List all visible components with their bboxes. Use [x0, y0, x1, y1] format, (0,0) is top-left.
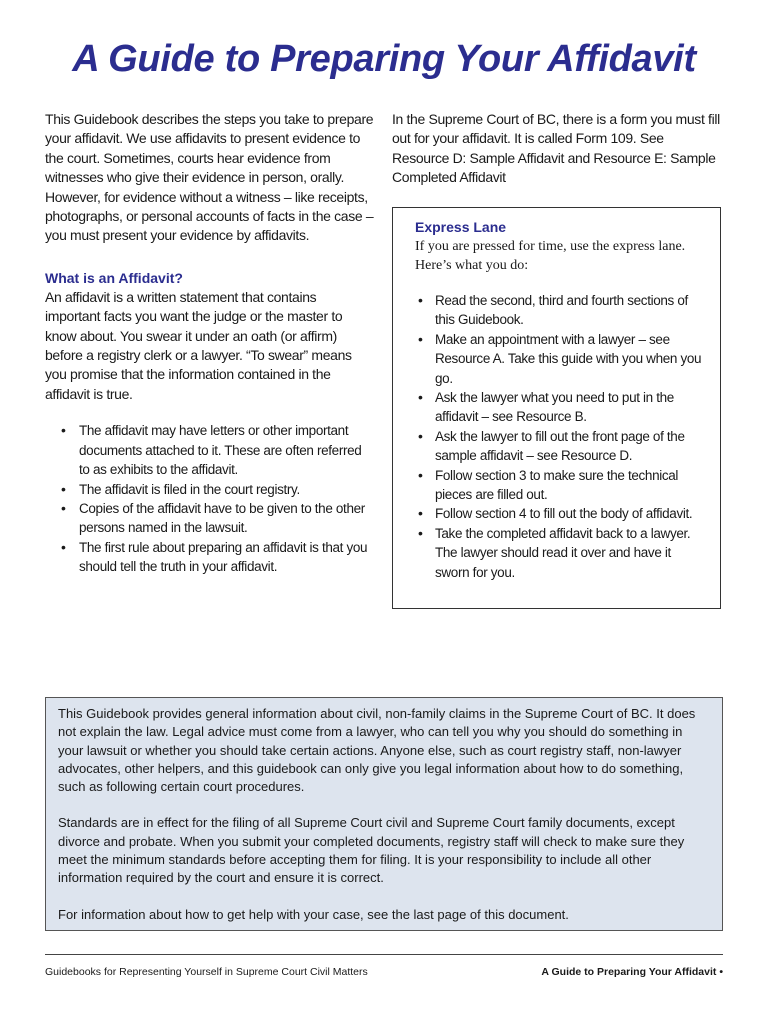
list-item: • Read the second, third and fourth sections of this Guidebook.	[418, 292, 688, 328]
list-item: • Copies of the affidavit have to be given to the other persons named in the lawsuit.	[61, 499, 365, 536]
express-lane-intro: If you are pressed for time, use the express lane. Here’s what you do:	[415, 239, 686, 273]
list-item: • Make an appointment with a lawyer – see Resource A. Take this guide with you when you go.	[418, 330, 702, 386]
bullet-icon: •	[418, 505, 423, 522]
bullet-icon: •	[418, 524, 423, 541]
list-item: • The affidavit is filed in the court registry.	[45, 480, 375, 499]
disclaimer-box	[45, 697, 723, 931]
express-lane-title: Express Lane	[415, 219, 507, 235]
footer-divider	[45, 954, 723, 955]
bullet-icon: •	[61, 538, 66, 555]
page-title: A Guide to Preparing Your Affidavit	[72, 38, 696, 80]
footer-guide-title: A Guide to Preparing Your Affidavit •	[541, 966, 723, 978]
bullet-icon: •	[61, 422, 66, 439]
list-item: • Ask the lawyer what you need to put in the affidavit – see Resource B.	[418, 389, 674, 425]
form-109-paragraph: In the Supreme Court of BC, there is a form you must fill out for your affidavit. It is called Form 109. See Resource D: Sample Affidavit and Resource E: Sample Completed Affidavit	[392, 111, 720, 186]
what-is-affidavit-heading: What is an Affidavit?	[45, 269, 183, 286]
right-column	[392, 110, 724, 188]
list-item: • Take the completed affidavit back to a lawyer. The lawyer should read it over and have it sworn for you.	[418, 524, 691, 580]
express-lane-box	[392, 207, 721, 609]
intro-paragraph: This Guidebook describes the steps you take to prepare your affidavit. We use affidavits to present evidence to the court. Sometimes, courts hear evidence from witnesses who give their evidence in person, orally. However, for evidence without a witness – like receipts, photographs, or personal accounts of facts in the case – you must present your evidence by affidavits.	[45, 111, 374, 244]
left-column	[45, 110, 375, 577]
list-item: • The first rule about preparing an affidavit is that you should tell the truth in your affidavit.	[61, 538, 368, 575]
list-item: • Ask the lawyer to fill out the front page of the sample affidavit – see Resource D.	[418, 427, 685, 464]
bullet-icon: •	[418, 466, 423, 483]
bullet-icon: •	[418, 330, 423, 347]
what-is-affidavit-text: An affidavit is a written statement that contains important facts you want the judge or the master to know about. You swear it under an oath (or affirm) before a registry clerk or a lawyer. “To swear” means you promise that the information contained in the affidavit is true.	[45, 288, 352, 402]
bullet-icon: •	[418, 427, 423, 444]
footer-series-title: Guidebooks for Representing Yourself in Supreme Court Civil Matters	[45, 966, 368, 978]
bullet-icon: •	[418, 292, 423, 308]
standards-paragraph: Standards are in effect for the filing of all Supreme Court civil and Supreme Court family documents, except divorce and probate. When you submit your completed documents, registry staff will check to make sure they meet the minimum standards before accepting them for filing. It is your responsibility to include all other information required by the court and ensure it is correct.	[58, 815, 685, 886]
bullet-icon: •	[61, 499, 66, 516]
list-item: • Follow section 3 to make sure the technical pieces are filled out.	[418, 466, 679, 503]
help-paragraph: For information about how to get help with your case, see the last page of this document.	[58, 906, 569, 922]
bullet-icon: •	[418, 389, 423, 406]
list-item: • The affidavit may have letters or other important documents attached to it. These are often referred to as exhibits to the affidavit.	[61, 422, 362, 478]
disclaimer-paragraph: This Guidebook provides general information about civil, non-family claims in the Supreme Court of BC. It does not explain the law. Legal advice must come from a lawyer, who can tell you why you should do something in your lawsuit or whether you should take certain actions. Anyone else, such as court registry staff, non-lawyer advocates, other helpers, and this guidebook can only give you legal information about how to do something, such as following certain court procedures.	[58, 706, 696, 795]
bullet-icon: •	[61, 480, 66, 497]
express-lane-steps	[415, 291, 706, 582]
list-item: • Follow section 4 to fill out the body of affidavit.	[415, 504, 706, 523]
affidavit-facts-list	[45, 421, 375, 576]
